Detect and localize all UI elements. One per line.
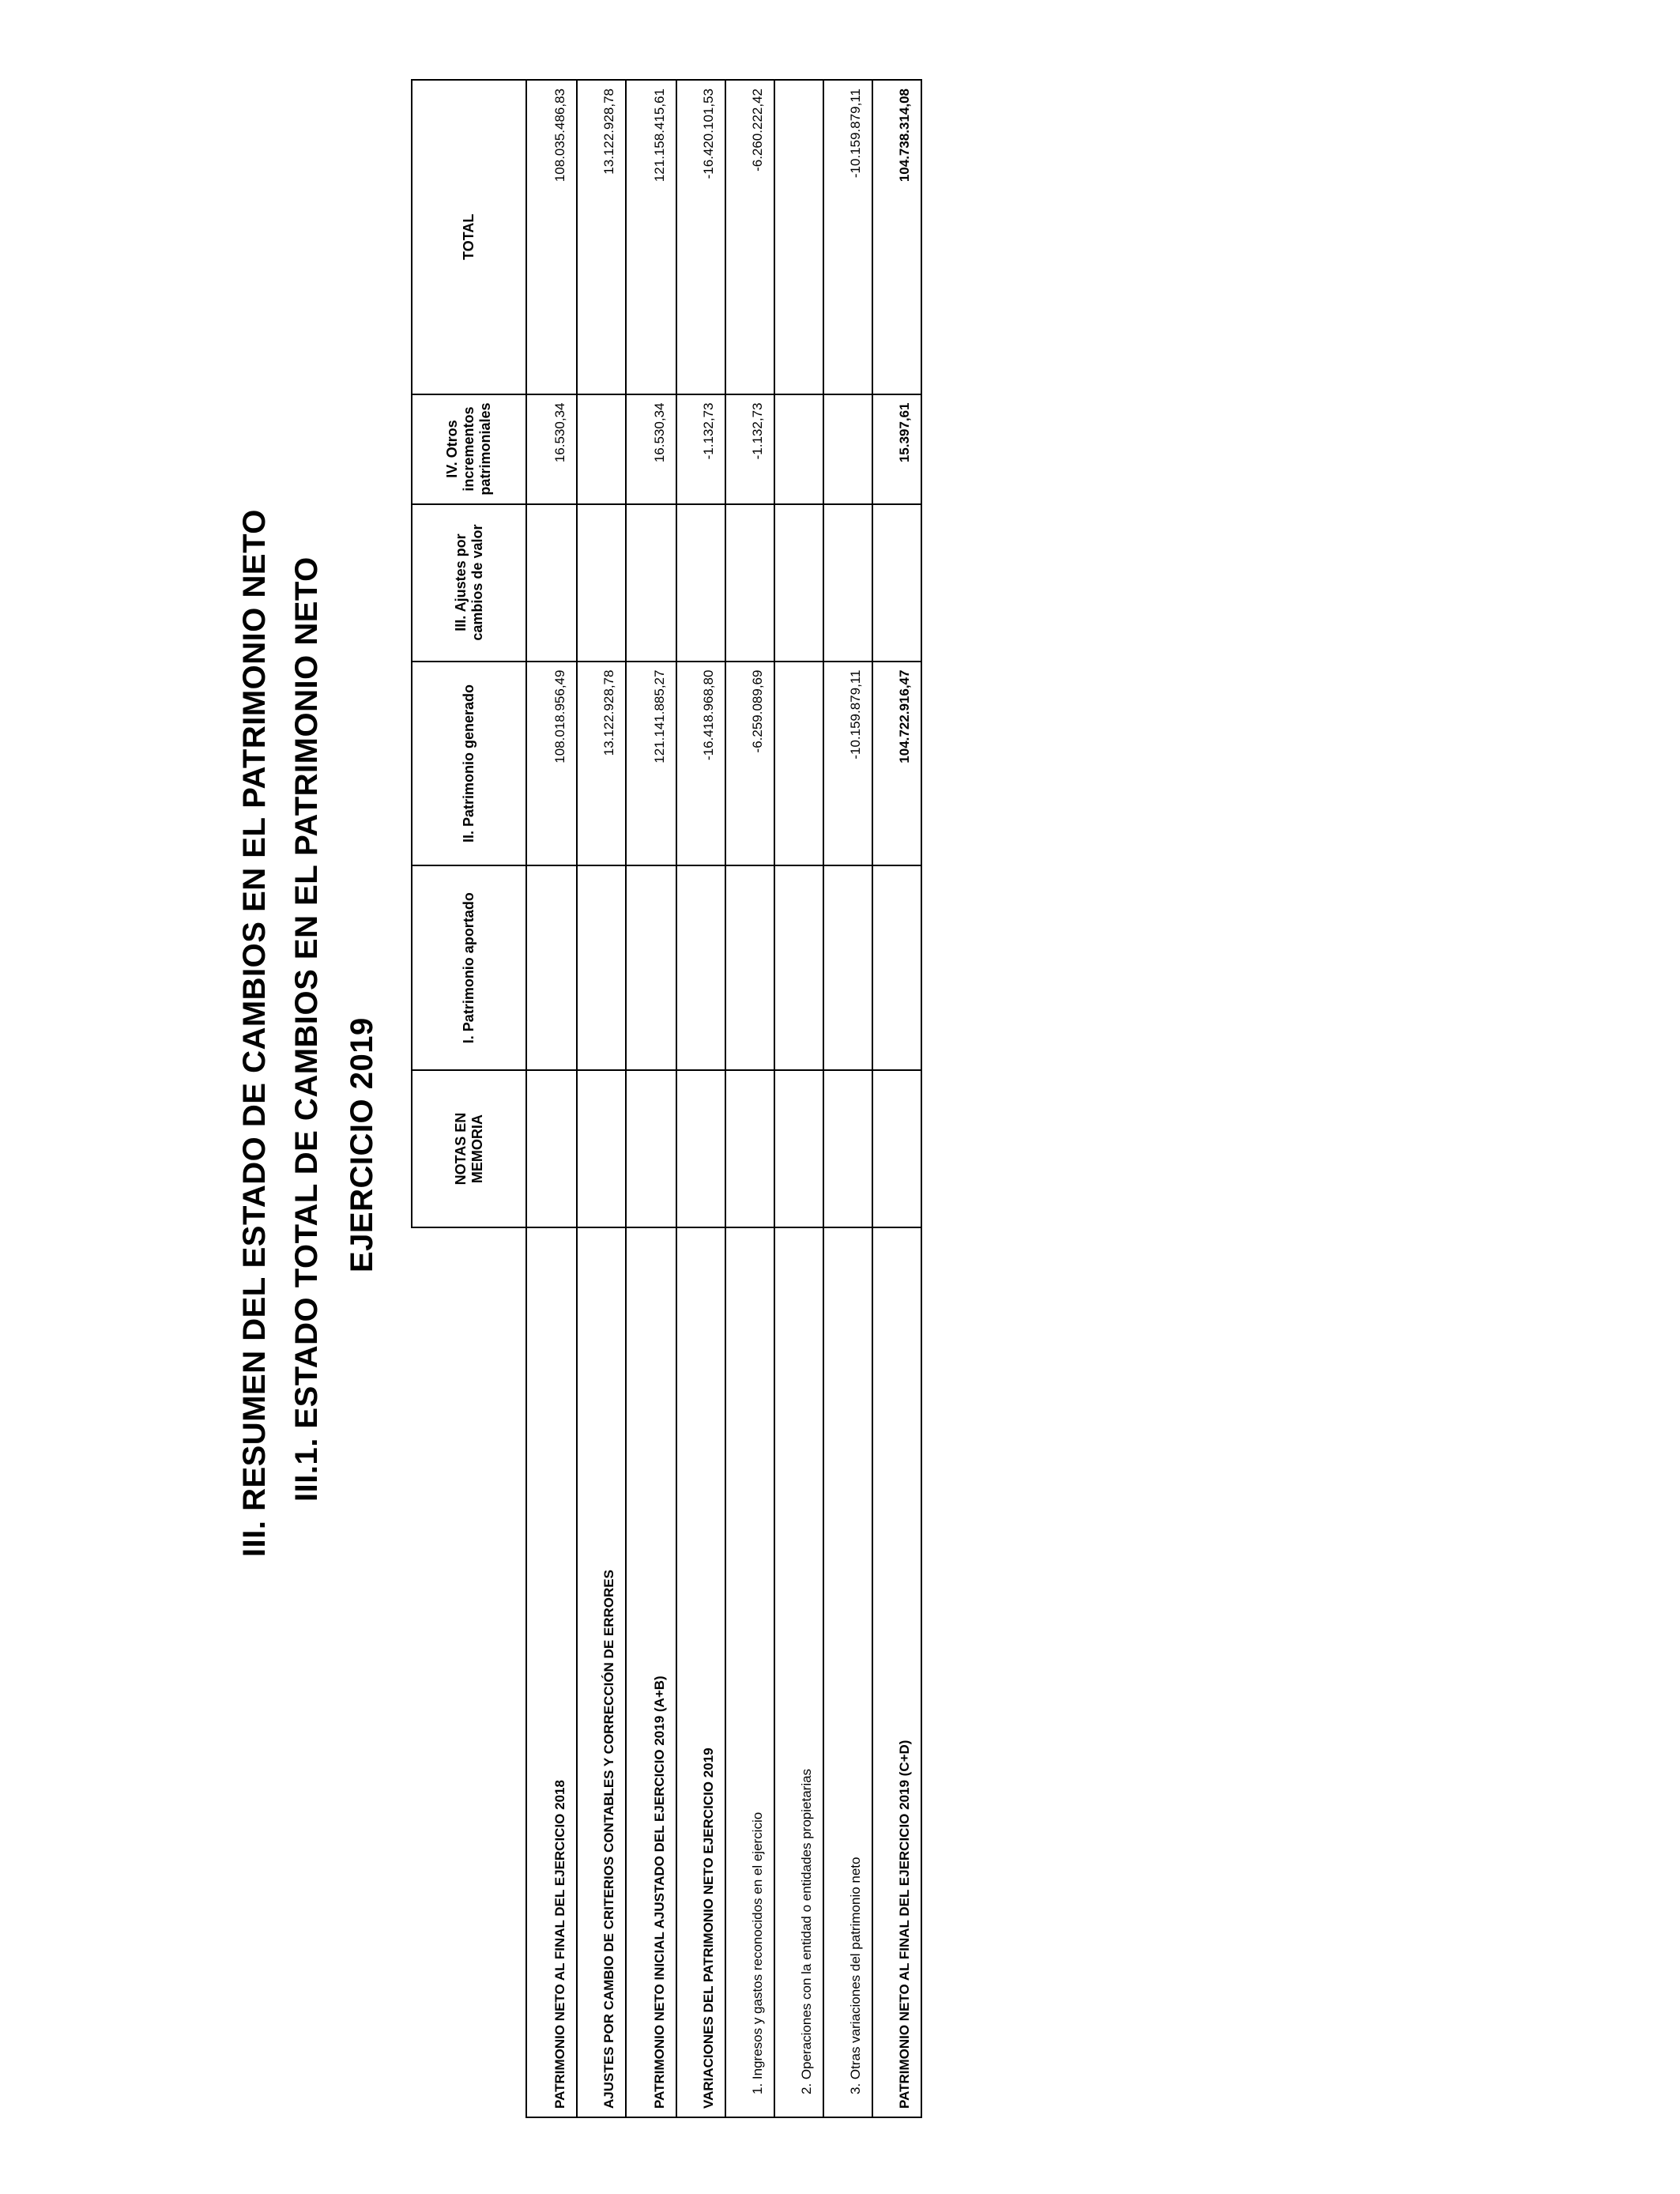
cell-aportado [823, 865, 872, 1070]
header-ajustes: III. Ajustes por cambios de valor [412, 504, 526, 662]
cell-ajustes [626, 504, 676, 662]
main-title: III. RESUMEN DEL ESTADO DE CAMBIOS EN EL PATRIMONIO NETO [237, 509, 272, 1557]
cell-notas [823, 1070, 872, 1227]
cell-ajustes [526, 504, 577, 662]
cell-notas [872, 1070, 921, 1227]
table-row [774, 80, 823, 2117]
cell-notas [725, 1070, 774, 1227]
cell-aportado [577, 865, 626, 1070]
cell-notas [526, 1070, 577, 1227]
cell-ajustes [577, 504, 626, 662]
table-row [626, 80, 676, 2117]
sub-title: III.1. ESTADO TOTAL DE CAMBIOS EN EL PATRIMONIO NETO [289, 556, 324, 1502]
cell-notas [774, 1070, 823, 1227]
cell-otros [577, 394, 626, 504]
cell-aportado [872, 865, 921, 1070]
row-label: AJUSTES POR CAMBIO DE CRITERIOS CONTABLES Y CORRECCIÓN DE ERRORES [577, 1227, 626, 2117]
cell-generado: -6.259.089,69 [725, 662, 774, 866]
row-label: PATRIMONIO NETO AL FINAL DEL EJERCICIO 2018 [526, 1227, 577, 2117]
cell-total: 13.122.928,78 [577, 80, 626, 394]
cell-aportado [774, 865, 823, 1070]
cell-generado: -16.418.968,80 [676, 662, 725, 866]
cell-otros: -1.132,73 [725, 394, 774, 504]
row-label: PATRIMONIO NETO INICIAL AJUSTADO DEL EJERCICIO 2019 (A+B) [626, 1227, 676, 2117]
cell-generado: 121.141.885,27 [626, 662, 676, 866]
cell-ajustes [774, 504, 823, 662]
cell-notas [626, 1070, 676, 1227]
cell-notas [577, 1070, 626, 1227]
header-total: TOTAL [412, 80, 526, 394]
cell-generado: 108.018.956,49 [526, 662, 577, 866]
row-label: 2. Operaciones con la entidad o entidades propietarias [774, 1227, 823, 2117]
header-aportado: I. Patrimonio aportado [412, 865, 526, 1070]
cell-aportado [725, 865, 774, 1070]
equity-changes-table [411, 79, 922, 2118]
cell-generado: 104.722.916,47 [872, 662, 921, 866]
cell-total: 121.158.415,61 [626, 80, 676, 394]
table-row [872, 80, 921, 2117]
cell-otros: 15.397,61 [872, 394, 921, 504]
header-otros: IV. Otros incrementos patrimoniales [412, 394, 526, 504]
year-title: EJERCICIO 2019 [345, 1017, 379, 1272]
cell-notas [676, 1070, 725, 1227]
cell-otros: 16.530,34 [626, 394, 676, 504]
cell-ajustes [676, 504, 725, 662]
cell-total [774, 80, 823, 394]
cell-otros [774, 394, 823, 504]
table-row [526, 80, 577, 2117]
cell-total: 104.738.314,08 [872, 80, 921, 394]
row-label: 1. Ingresos y gastos reconocidos en el ejercicio [725, 1227, 774, 2117]
row-label: PATRIMONIO NETO AL FINAL DEL EJERCICIO 2019 (C+D) [872, 1227, 921, 2117]
cell-generado [774, 662, 823, 866]
row-label: VARIACIONES DEL PATRIMONIO NETO EJERCICIO 2019 [676, 1227, 725, 2117]
cell-total: -10.159.879,11 [823, 80, 872, 394]
cell-total: -6.260.222,42 [725, 80, 774, 394]
cell-total: -16.420.101,53 [676, 80, 725, 394]
rotated-page [229, 79, 1680, 2118]
table-row [676, 80, 725, 2117]
cell-otros: -1.132,73 [676, 394, 725, 504]
cell-ajustes [823, 504, 872, 662]
table-row [577, 80, 626, 2117]
header-row [412, 80, 526, 2117]
header-generado: II. Patrimonio generado [412, 662, 526, 866]
cell-ajustes [872, 504, 921, 662]
row-label: 3. Otras variaciones del patrimonio neto [823, 1227, 872, 2117]
cell-total: 108.035.486,83 [526, 80, 577, 394]
header-notas: NOTAS EN MEMORIA [412, 1070, 526, 1227]
header-corner [412, 1227, 526, 2117]
cell-aportado [626, 865, 676, 1070]
cell-generado: -10.159.879,11 [823, 662, 872, 866]
cell-ajustes [725, 504, 774, 662]
cell-aportado [676, 865, 725, 1070]
cell-aportado [526, 865, 577, 1070]
table-row [725, 80, 774, 2117]
cell-otros: 16.530,34 [526, 394, 577, 504]
cell-otros [823, 394, 872, 504]
table-row [823, 80, 872, 2117]
cell-generado: 13.122.928,78 [577, 662, 626, 866]
